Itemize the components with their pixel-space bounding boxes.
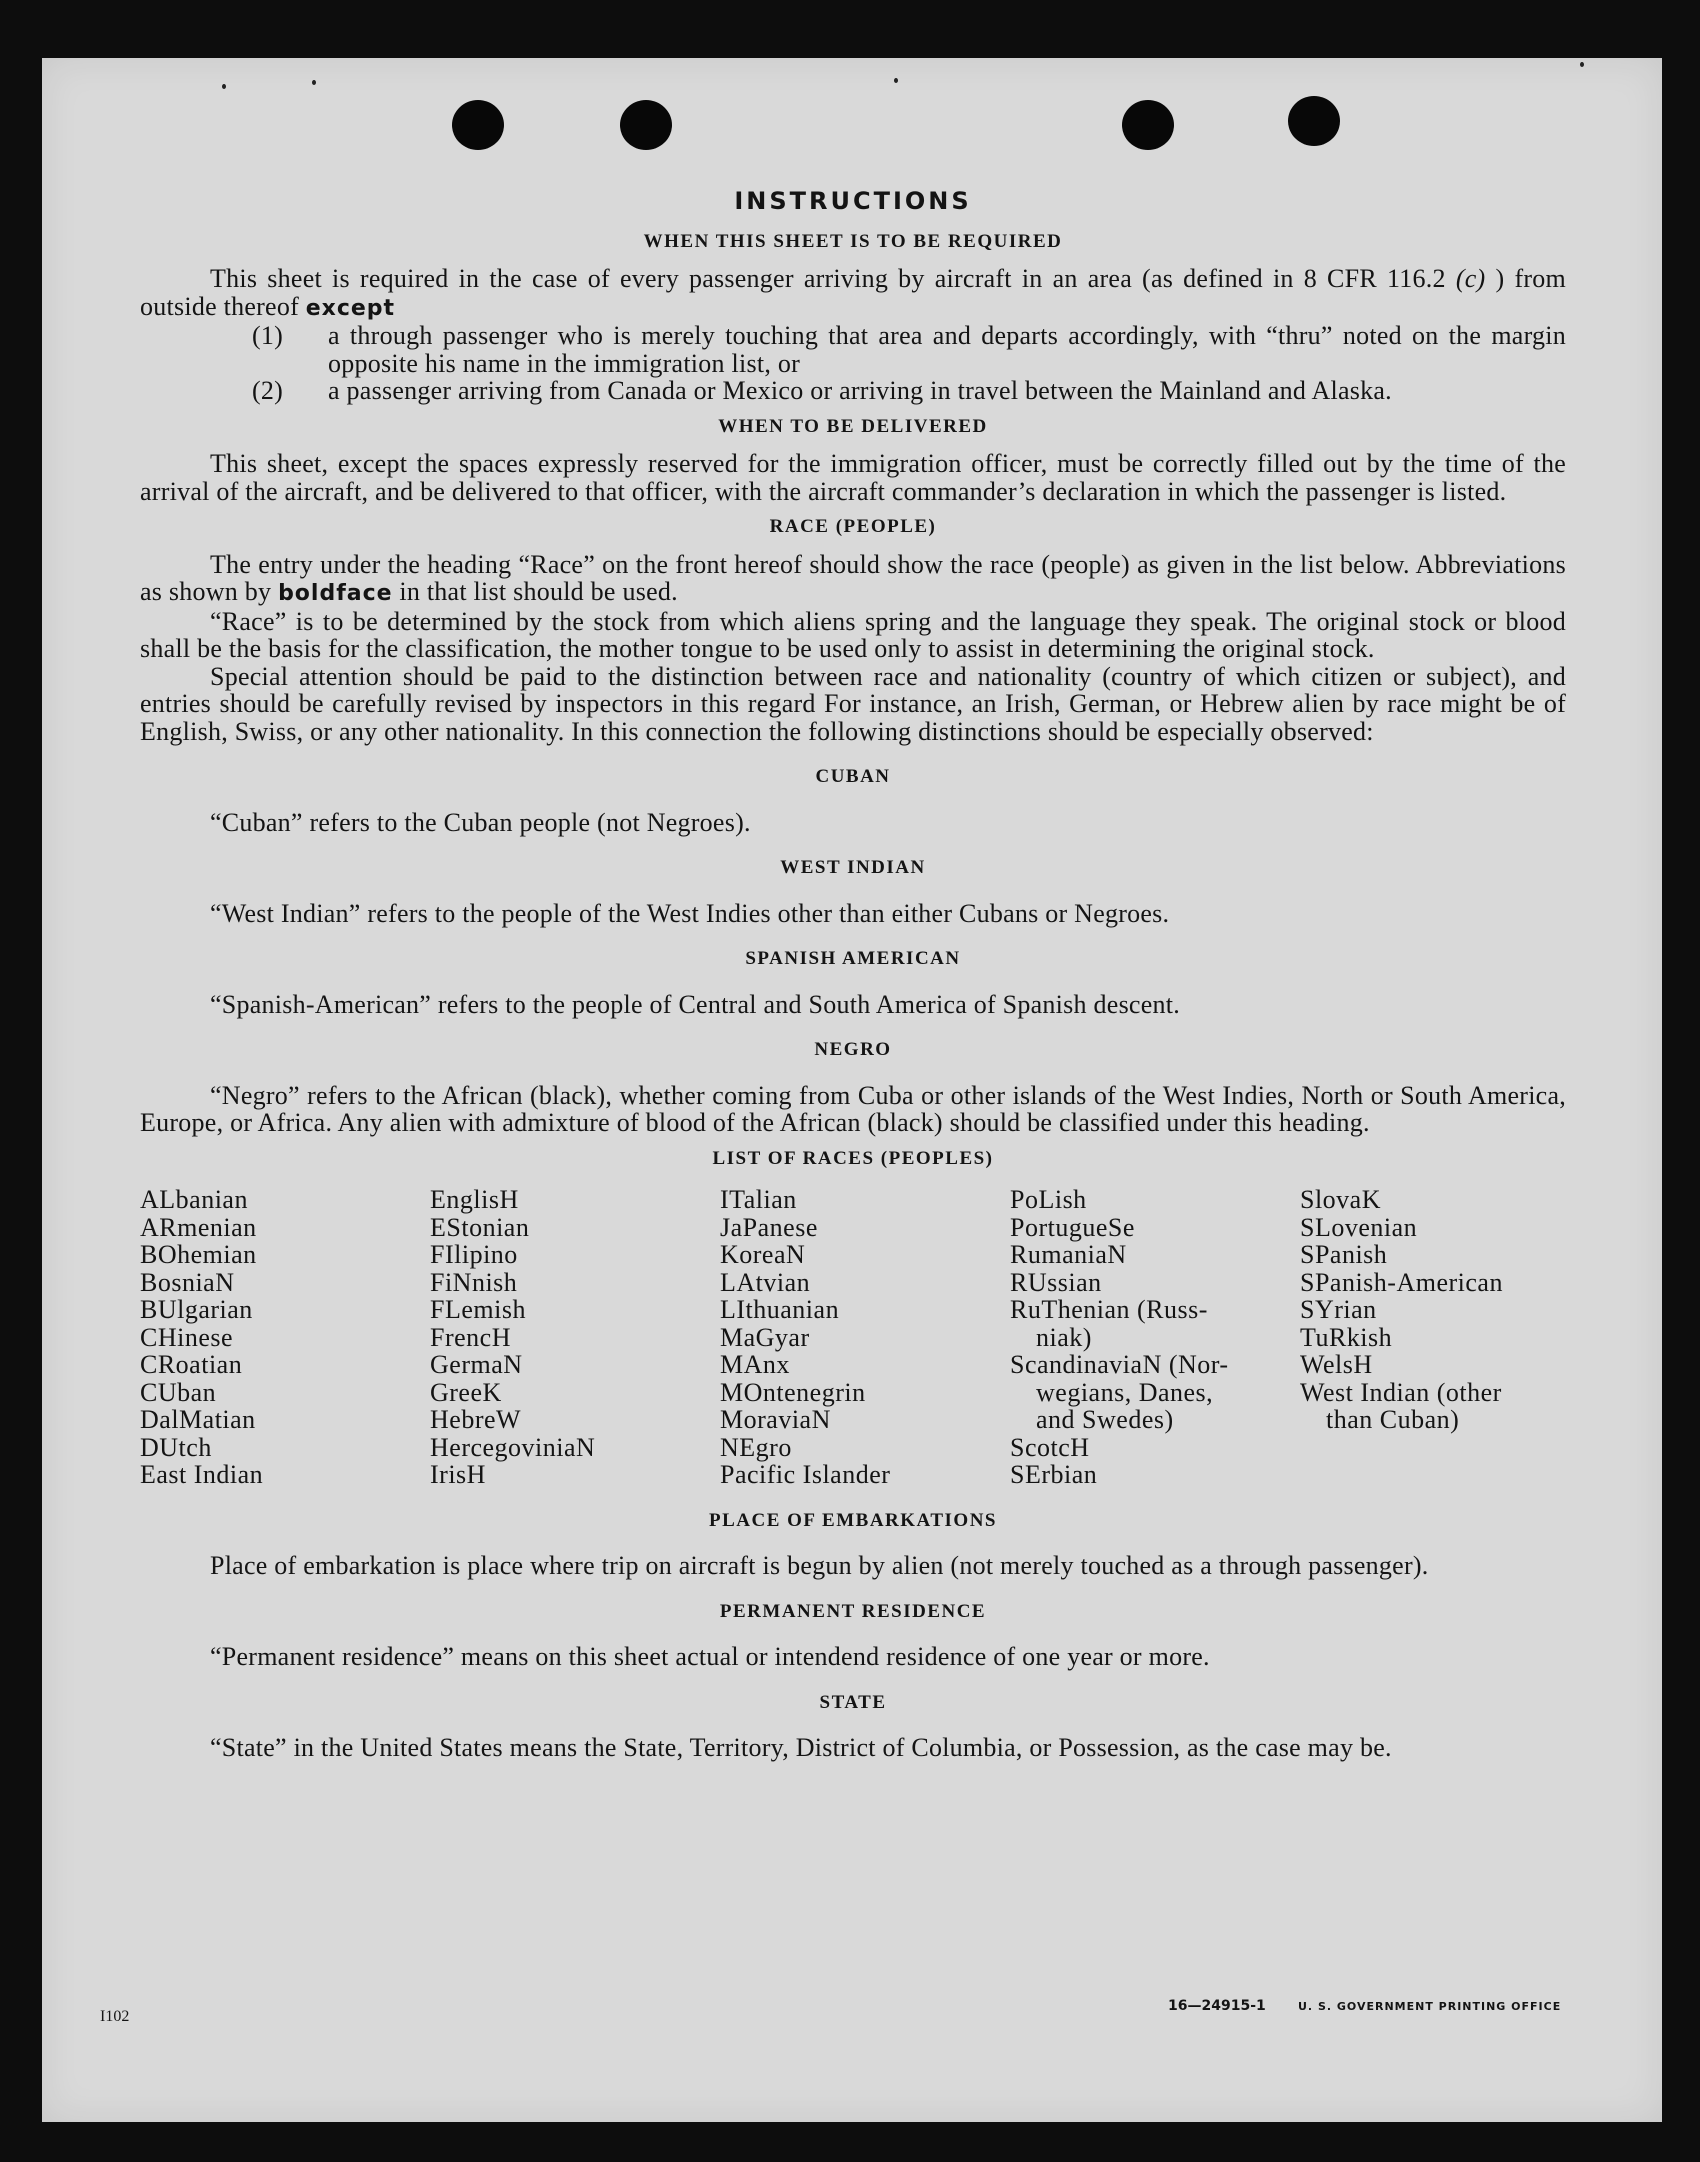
race-entry: SLovenian [1300, 1212, 1418, 1242]
race-entry: Pacific Islander [720, 1460, 891, 1489]
race-entry: TuRkish [1300, 1322, 1393, 1352]
race-entry: NEgro [720, 1432, 792, 1462]
race-entry: MAnx [720, 1350, 790, 1379]
races-list [140, 1186, 1566, 1489]
race-entry: ITalian [720, 1185, 797, 1214]
race-entry: MOntenegrin [720, 1377, 866, 1407]
required-items [252, 322, 1566, 405]
race-entry: EnglisH [430, 1185, 519, 1214]
race-entry: GermaN [430, 1350, 523, 1379]
race-entry: MaGyar [720, 1322, 810, 1352]
race-entry: SErbian [1010, 1460, 1098, 1489]
race-entry: West Indian (other [1300, 1377, 1502, 1407]
race-entry: FrencH [430, 1322, 511, 1352]
heading-west-indian: WEST INDIAN [780, 857, 926, 878]
race-entry: FIlipino [430, 1240, 518, 1269]
race-entry: MoraviaN [720, 1405, 831, 1434]
instructions-text [140, 188, 1566, 1762]
heading-cuban: CUBAN [815, 766, 891, 787]
race-entry: LIthuanian [720, 1295, 840, 1324]
race-entry: CHinese [140, 1322, 234, 1352]
race-entry: FiNnish [430, 1267, 518, 1297]
race-entry: East Indian [140, 1460, 264, 1489]
race-entry: BosniaN [140, 1267, 235, 1297]
race-entry-continued: and Swedes) [1036, 1405, 1174, 1434]
punch-hole [1122, 100, 1174, 150]
races-column [140, 1186, 430, 1489]
race-entry: JaPanese [720, 1212, 818, 1242]
required-item: (2) a passenger arriving from Canada or Mexico or arriving in travel between the Mainland and Alaska. [252, 376, 1392, 405]
speck [1580, 62, 1584, 67]
speck [894, 78, 898, 83]
heading-embarkation: PLACE OF EMBARKATIONS [708, 1509, 998, 1531]
heading-delivered: WHEN TO BE DELIVERED [718, 415, 988, 437]
printer-imprint: U. S. GOVERNMENT PRINTING OFFICE [1298, 2000, 1562, 2013]
speck [222, 84, 226, 89]
spanish-american-text: “Spanish-American” refers to the people of Central and South America of Spanish descent. [210, 989, 1180, 1019]
races-column [430, 1186, 720, 1489]
state-text: “State” in the United States means the State, Territory, District of Columbia, or Possession, as the case may be. [210, 1733, 1392, 1762]
race-entry: ScandinaviaN (Nor- [1010, 1350, 1229, 1379]
race-paragraph-3: Special attention should be paid to the distinction between race and nationality (country of which citizen or subject), and entries should be carefully revised by inspectors in this regard For instance, an Irish, German, or Hebrew alien by race might be of English, Swiss, or any other nationality. In this connection the following distinctions should be especially observed: [140, 661, 1566, 746]
required-intro: This sheet is required in the case of every passenger arriving by aircraft in an area (as defined in 8 CFR 116.2 (c) ) from outside thereof except [140, 264, 1567, 321]
embarkation-text: Place of embarkation is place where trip on aircraft is begun by alien (not merely touched as a through passenger). [210, 1551, 1429, 1580]
race-entry: DalMatian [140, 1405, 256, 1434]
race-entry: KoreaN [720, 1240, 806, 1269]
races-column [1010, 1186, 1300, 1489]
race-entry: BOhemian [140, 1240, 257, 1269]
race-entry: ALbanian [140, 1185, 248, 1214]
race-entry: IrisH [430, 1460, 486, 1489]
heading-required: WHEN THIS SHEET IS TO BE REQUIRED [643, 230, 1063, 252]
punch-hole [1288, 96, 1340, 146]
race-entry: FLemish [430, 1295, 526, 1324]
race-paragraph-2: “Race” is to be determined by the stock from which aliens spring and the language they speak. The original stock or blood shall be the basis for the classification, the mother tongue to be used only to assist in determining the original stock. [140, 606, 1566, 663]
race-entry-continued: wegians, Danes, [1036, 1377, 1214, 1407]
heading-spanish-american: SPANISH AMERICAN [745, 948, 961, 969]
heading-permanent-residence: PERMANENT RESIDENCE [719, 1600, 987, 1622]
race-entry: CRoatian [140, 1350, 243, 1379]
race-entry: ARmenian [140, 1212, 257, 1242]
race-entry: CUban [140, 1377, 217, 1407]
race-entry: SPanish-American [1300, 1267, 1503, 1297]
race-entry: HebreW [430, 1405, 522, 1434]
west-indian-text: “West Indian” refers to the people of the West Indies other than either Cubans or Negroes. [210, 898, 1170, 928]
race-entry: WelsH [1300, 1350, 1373, 1379]
race-entry: SlovaK [1300, 1185, 1381, 1214]
cuban-text: “Cuban” refers to the Cuban people (not Negroes). [210, 807, 751, 837]
race-entry: DUtch [140, 1432, 212, 1462]
race-entry: RuThenian (Russ- [1010, 1295, 1208, 1324]
form-number: I102 [100, 2008, 130, 2025]
race-entry: PortugueSe [1010, 1212, 1135, 1242]
race-paragraph-1: The entry under the heading “Race” on the front hereof should show the race (people) as given in the list below. Abbreviations as shown by boldface in that list should be used. [140, 549, 1566, 606]
race-entry: SYrian [1300, 1295, 1377, 1324]
speck [312, 80, 316, 85]
race-entry: LAtvian [720, 1267, 811, 1297]
residence-text: “Permanent residence” means on this sheet actual or intendend residence of one year or more. [210, 1642, 1210, 1671]
page-title: INSTRUCTIONS [734, 187, 972, 215]
race-entry: EStonian [430, 1212, 530, 1242]
print-code: 16—24915-1 [1168, 1998, 1266, 2014]
race-entry: PoLish [1010, 1185, 1087, 1214]
race-entry: SPanish [1300, 1240, 1388, 1269]
heading-negro: NEGRO [814, 1039, 892, 1060]
heading-race: RACE (PEOPLE) [769, 516, 937, 537]
race-entry: RUssian [1010, 1267, 1102, 1297]
races-column [1300, 1186, 1590, 1489]
document-sheet [42, 58, 1662, 2122]
race-entry: HercegoviniaN [430, 1432, 596, 1462]
punch-hole [620, 100, 672, 150]
race-entry: ScotcH [1010, 1432, 1090, 1462]
punch-hole [452, 100, 504, 150]
delivered-text: This sheet, except the spaces expressly reserved for the immigration officer, must be correctly filled out by the time of the arrival of the aircraft, and be delivered to that officer, with the aircraft commander’s declaration in which the passenger is listed. [140, 449, 1566, 506]
heading-state: STATE [819, 1691, 887, 1713]
race-entry: GreeK [430, 1377, 502, 1407]
race-entry: RumaniaN [1010, 1240, 1127, 1269]
race-entry-continued: niak) [1036, 1322, 1092, 1352]
races-column [720, 1186, 1010, 1489]
race-entry-continued: than Cuban) [1326, 1405, 1460, 1434]
race-entry: BUlgarian [140, 1295, 253, 1324]
heading-list-of-races: LIST OF RACES (PEOPLES) [712, 1147, 994, 1169]
required-item: (1) a through passenger who is merely touching that area and departs accordingly, with “thru” noted on the margin opposite his name in the immigration list, or [252, 321, 1566, 378]
negro-text: “Negro” refers to the African (black), whether coming from Cuba or other islands of the West Indies, North or South America, Europe, or Africa. Any alien with admixture of blood of the African (black) should be classified under this heading. [140, 1080, 1566, 1137]
